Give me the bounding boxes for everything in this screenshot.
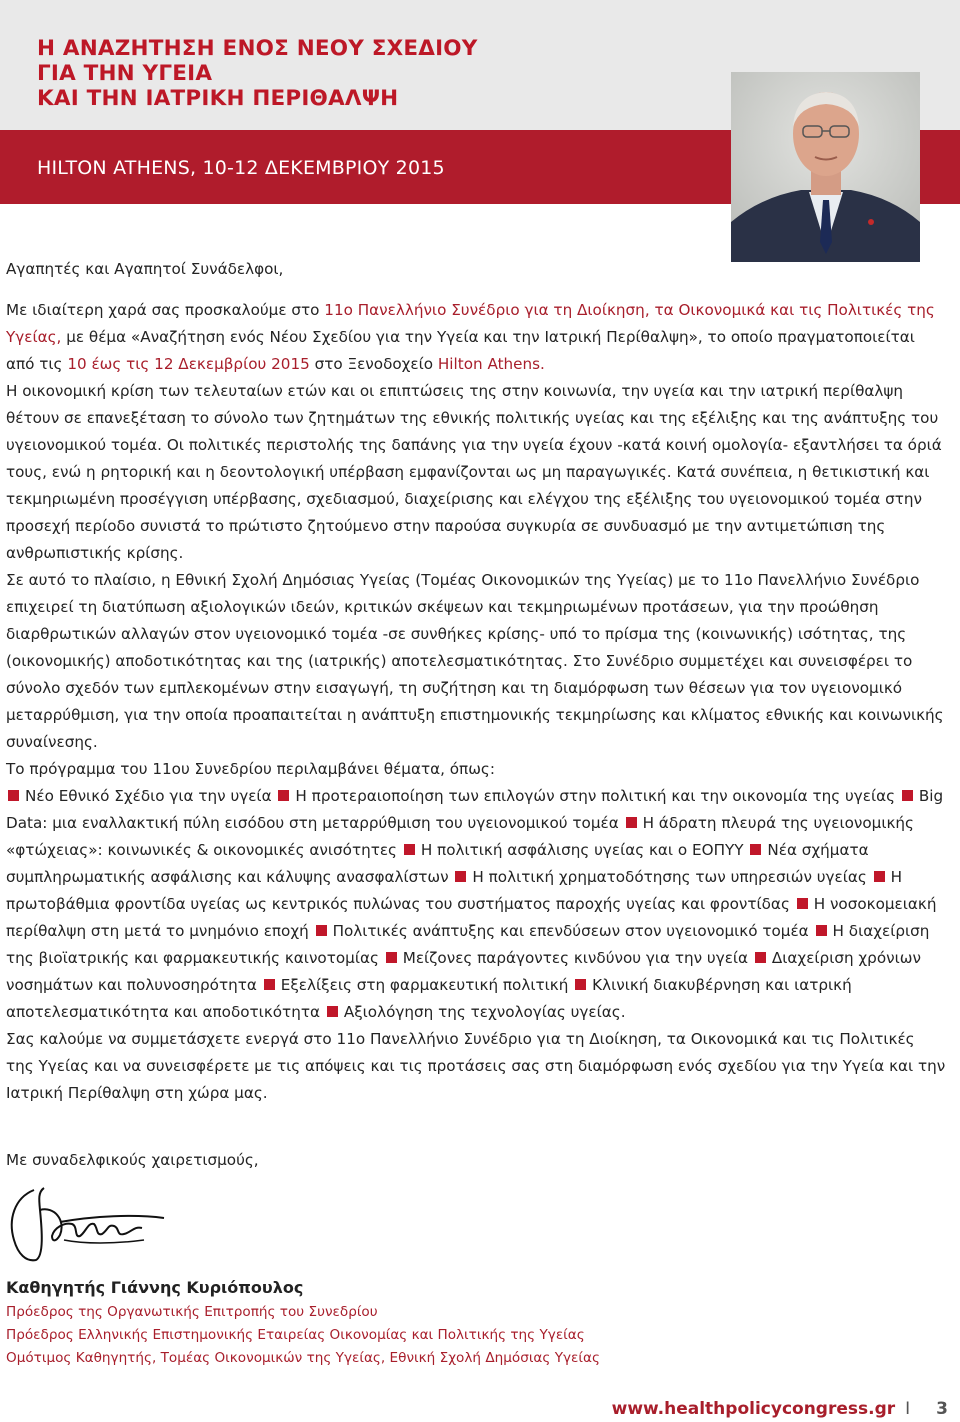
- intro-paragraph: [6, 297, 946, 378]
- topic-item: Μείζονες παράγοντες κινδύνου για την υγεία: [402, 949, 749, 967]
- greeting: Αγαπητές και Αγαπητοί Συνάδελφοι,: [6, 260, 284, 278]
- letter-body: [6, 256, 946, 1107]
- topic-item: Η πολιτική χρηματοδότησης των υπηρεσιών υγείας: [472, 868, 867, 886]
- topic-item: Πολιτικές ανάπτυξης και επενδύσεων στον υγειονομικό τομέα: [332, 922, 809, 940]
- context-paragraph: Σε αυτό το πλαίσιο, η Εθνική Σχολή Δημόσιας Υγείας (Τομέας Οικονομικών της Υγείας) με το 11ο Πανελλήνιο Συνέδριο επιχειρεί τη διατύπωση αξιολογικών ιδεών, κριτικών σκέψεων και τεκμηριωμένων προτάσεων, για την προώθηση διαρθρωτικών αλλαγών στον υγειονομικό τομέα -σε συνθήκες κρίσης- υπό το πρίσμα της (κοινωνικής) ισότητας, της (οικονομικής) αποδοτικότητας και της (ιατρικής) αποτελεσματικότητας. Στο Συνέδριο συμμετέχει και συνεισφέρει το σύνολο σχεδόν των εμπλεκομένων στην εισαγωγή, τη συζήτηση και τη διαμόρφωση των θέσεων για τον υγειονομικό μεταρρύθμιση, για την οποία προαπαιτείται η ανάπτυξη επιστημονικής τεκμηρίωσης και κλίματος εθνικής και κοινωνικής συναίνεσης.: [6, 571, 944, 751]
- closing-line: Με συναδελφικούς χαιρετισμούς,: [6, 1151, 259, 1169]
- bullet-square-icon: [404, 844, 415, 855]
- page-number: 3: [936, 1399, 948, 1419]
- signatory-role: Πρόεδρος Ελληνικής Επιστημονικής Εταιρείας Οικονομίας και Πολιτικής της Υγείας: [6, 1327, 585, 1343]
- signatory-role: Ομότιμος Καθηγητής, Τομέας Οικονομικών της Υγείας, Εθνική Σχολή Δημόσιας Υγείας: [6, 1350, 600, 1366]
- page-title-line: ΚΑΙ ΤΗΝ ΙΑΤΡΙΚΗ ΠΕΡΙΘΑΛΨΗ: [37, 86, 399, 111]
- speaker-photo: [731, 72, 920, 262]
- bullet-square-icon: [902, 790, 913, 801]
- website-link[interactable]: www.healthpolicycongress.gr: [611, 1399, 896, 1419]
- handwritten-signature: [4, 1180, 174, 1275]
- intro-text: στο Ξενοδοχείο: [309, 355, 438, 373]
- topic-item: Αξιολόγηση της τεχνολογίας υγείας.: [343, 1003, 626, 1021]
- footer-separator: I: [905, 1399, 911, 1419]
- bullet-square-icon: [386, 952, 397, 963]
- topic-item: Νέα σχήματα συμπληρωματικής ασφάλισης και κάλυψης ανασφαλίστων: [6, 841, 869, 886]
- topic-item: Η διαχείριση της βιοϊατρικής και φαρμακευτικής καινοτομίας: [6, 922, 930, 967]
- congress-name: 11ο Πανελλήνιο Συνέδριο για τη Διοίκηση, τα Οικονομικά και τις Πολιτικές της Υγείας,: [6, 301, 935, 346]
- topic-item: Η πρωτοβάθμια φροντίδα υγείας ως κεντρικός πυλώνας του συστήματος παροχής υγείας και φροντίδας: [6, 868, 903, 913]
- bullet-square-icon: [8, 790, 19, 801]
- bullet-square-icon: [264, 979, 275, 990]
- topic-item: Η προτεραιοποίηση των επιλογών στην πολιτική και την οικονομία της υγείας: [295, 787, 896, 805]
- signatory-name: Καθηγητής Γιάννης Κυριόπουλος: [6, 1278, 304, 1297]
- bullet-square-icon: [626, 817, 637, 828]
- bullet-square-icon: [327, 1006, 338, 1017]
- page-title-line: ΓΙΑ ΤΗΝ ΥΓΕΙΑ: [37, 61, 213, 86]
- topics-list: [6, 783, 946, 1026]
- bullet-square-icon: [816, 925, 827, 936]
- bullet-square-icon: [797, 898, 808, 909]
- event-venue: Hilton Athens.: [437, 355, 545, 373]
- bullet-square-icon: [874, 871, 885, 882]
- topic-item: Κλινική διακυβέρνηση και ιατρική αποτελεσματικότητα και αποδοτικότητα: [6, 976, 852, 1021]
- bullet-square-icon: [750, 844, 761, 855]
- event-dates: 10 έως τις 12 Δεκεμβρίου 2015: [67, 355, 310, 373]
- topic-item: Big Data: μια εναλλακτική πύλη εισόδου στη μεταρρύθμιση του υγειονομικού τομέα: [6, 787, 944, 832]
- intro-text: με θέμα «Αναζήτηση ενός Νέου Σχεδίου για την Υγεία και την Ιατρική Περίθαλψη», το οποίο πραγματοποιείται από τις: [6, 328, 915, 373]
- topic-item: Η άδρατη πλευρά της υγειονομικής «φτώχειας»: κοινωνικές & οικονομικές ανισότητες: [6, 814, 914, 859]
- bullet-square-icon: [278, 790, 289, 801]
- topic-item: Η νοσοκομειακή περίθαλψη στη μετά το μνημόνιο εποχή: [6, 895, 937, 940]
- topic-item: Εξελίξεις στη φαρμακευτική πολιτική: [280, 976, 569, 994]
- page-title-line: Η ΑΝΑΖΗΤΗΣΗ ΕΝΟΣ ΝΕΟΥ ΣΧΕΔΙΟΥ: [37, 36, 478, 61]
- topic-item: Νέο Εθνικό Σχέδιο για την υγεία: [25, 787, 272, 805]
- signatory-role: Πρόεδρος της Οργανωτικής Επιτροπής του Συνεδρίου: [6, 1304, 378, 1320]
- event-subtitle: HILTON ATHENS, 10-12 ΔΕΚΕΜΒΡΙΟΥ 2015: [37, 157, 445, 179]
- portrait-illustration: [731, 72, 920, 262]
- topic-item: Η πολιτική ασφάλισης υγείας και ο ΕΟΠΥΥ: [420, 841, 744, 859]
- topic-item: Διαχείριση χρόνιων νοσημάτων και πολυνοσηρότητα: [6, 949, 921, 994]
- bullet-square-icon: [755, 952, 766, 963]
- page-title: [37, 36, 478, 111]
- intro-text: Με ιδιαίτερη χαρά σας προσκαλούμε στο: [6, 301, 325, 319]
- crisis-paragraph: Η οικονομική κρίση των τελευταίων ετών και οι επιπτώσεις της στην κοινωνία, την υγεία και την ιατρική περίθαλψη θέτουν σε επανεξέταση το σύνολο των ζητημάτων της εθνικής πολιτικής υγείας και της εξέλιξης και της ανάπτυξης του υγειονομικού τομέα. Οι πολιτικές περιστολής της δαπάνης για την υγεία έχουν -κατά κοινή ομολογία- εξαντλήσει τα όριά τους, ενώ η ρητορική και η δεοντολογική υπέρβαση εμφανίζονται ως μη παραγωγικές. Κατά συνέπεια, η θετικιστική και τεκμηριωμένη προσέγγιση υπέρβασης, σχεδιασμού, διαχείρισης και ελέγχου της εξέλιξης του υγειονομικού τομέα στην προσεχή περίοδο συνιστά το πρώτιστο ζητούμενο στην παρούσα συγκυρία σε συνδυασμό με την αντιμετώπιση της ανθρωπιστικής κρίσης.: [6, 382, 942, 562]
- invitation-paragraph: Σας καλούμε να συμμετάσχετε ενεργά στο 11ο Πανελλήνιο Συνέδριο για τη Διοίκηση, τα Οικονομικά και τις Πολιτικές της Υγείας και να συνεισφέρετε με τις απόψεις και τις προτάσεις σας στη διαμόρφωση ενός σχεδίου για την Υγεία και την Ιατρική Περίθαλψη στη χώρα μας.: [6, 1030, 946, 1102]
- page-footer: [612, 1399, 948, 1419]
- signatory-roles: [6, 1301, 600, 1370]
- bullet-square-icon: [316, 925, 327, 936]
- bullet-square-icon: [575, 979, 586, 990]
- bullet-square-icon: [455, 871, 466, 882]
- program-intro: Το πρόγραμμα του 11ου Συνεδρίου περιλαμβάνει θέματα, όπως:: [6, 760, 495, 778]
